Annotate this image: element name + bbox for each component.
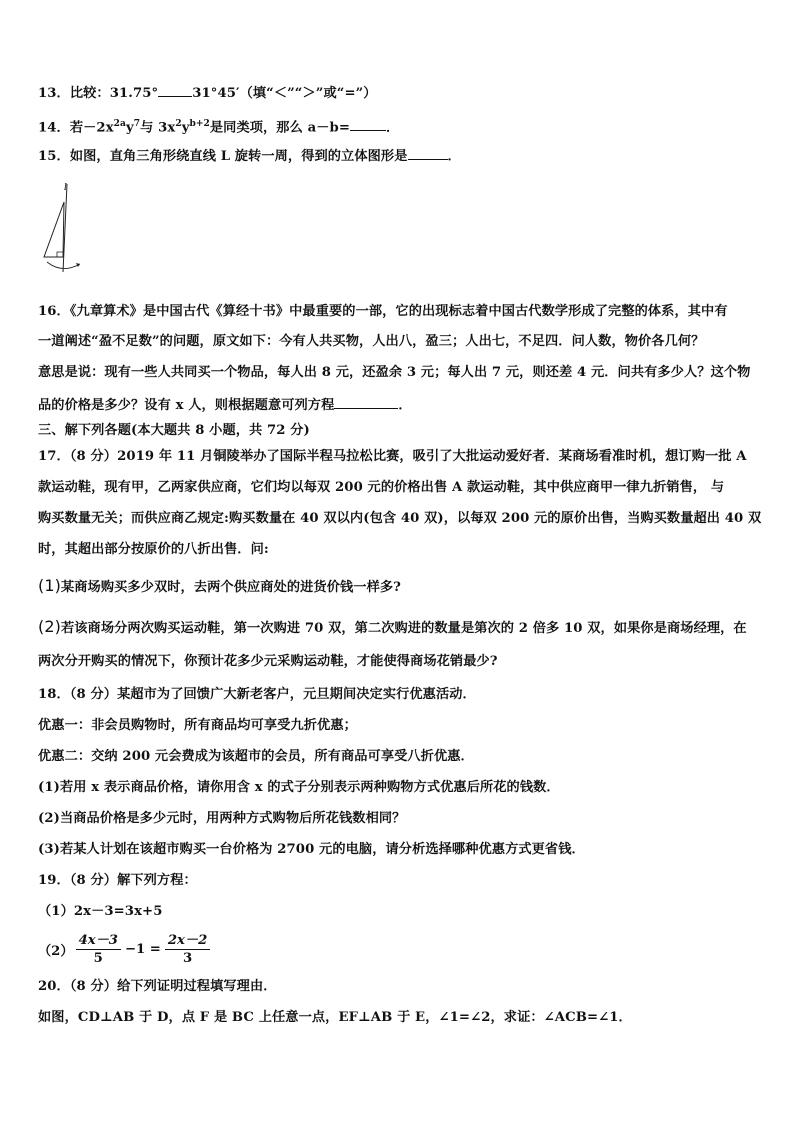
- period: ．: [447, 149, 461, 164]
- question-16-text: 《九章算术》是中国古代《算经十书》中最重要的一部，它的出现标志着中国古代数学形成了完整的体系，其中有: [69, 304, 728, 319]
- question-17-line-3: 购买数量无关；而供应商乙规定:购买数量在 40 双以内(包含 40 双)，以每双 200 元的原价出售，当购买数量超出 40 双: [38, 511, 762, 526]
- question-18-line-6: (3)若某人计划在该超市购买一台价格为 2700 元的电脑，请分析选择哪种优惠方式更省钱．: [38, 842, 585, 857]
- operator: −1 =: [124, 941, 161, 957]
- arrow-head: [76, 263, 80, 267]
- question-14-number: 14．: [38, 120, 70, 136]
- period: ．: [398, 398, 412, 413]
- question-13: [38, 82, 764, 104]
- sub-question-text: 某商场购买多少双时，去两个供应商处的进货价钱一样多?: [60, 580, 401, 595]
- section-3-heading: 三、解下列各题(本大题共 8 小题，共 72 分): [38, 423, 310, 438]
- question-20-line-1: 20．（8 分）给下列证明过程填写理由．: [38, 979, 277, 994]
- denominator: 5: [93, 950, 103, 966]
- question-20-line-2: 如图，CD⊥AB 于 D，点 F 是 BC 上任意一点，EF⊥AB 于 E，∠1=∠2，求证：∠ACB=∠1．: [38, 1010, 632, 1025]
- equation-2: [38, 928, 212, 970]
- question-14: [38, 114, 764, 138]
- right-triangle: [44, 202, 64, 257]
- variable: y: [125, 120, 134, 136]
- sub-question-number: (1): [38, 576, 61, 595]
- rotation-triangle-figure: [38, 180, 98, 280]
- question-16-number: 16．: [38, 304, 70, 319]
- sub-question-text: 若该商场分两次购买运动鞋，第一次购进 70 双，第二次购进的数量是第次的 2 倍多 10 双，如果你是商场经理，在: [60, 621, 747, 636]
- question-14-text: 是同类项，那么 a－b=: [209, 120, 350, 136]
- question-18-line-2: 优惠一：非会员购物时，所有商品均可享受九折优惠；: [38, 718, 357, 733]
- numerator: 4x－3: [76, 932, 121, 950]
- question-16-text: 品的价格是多少？设有 x 人，则根据题意可列方程: [38, 398, 335, 413]
- question-18-line-3: 优惠二：交纳 200 元会费成为该超市的会员，所有商品可享受八折优惠．: [38, 749, 474, 764]
- equation-number: （2）: [38, 943, 74, 959]
- answer-blank[interactable]: [158, 82, 192, 97]
- question-15-text: 如图，直角三角形绕直线 L 旋转一周，得到的立体图形是: [69, 149, 408, 164]
- period: ．: [385, 120, 400, 136]
- exponent: 2: [175, 119, 182, 129]
- question-19-line-1: 19．（8 分）解下列方程：: [38, 873, 197, 888]
- question-14-term2: 与 3x: [140, 120, 176, 136]
- fraction-1: [76, 932, 121, 967]
- question-17-sub-1: [38, 576, 764, 598]
- question-13-number: 13．: [38, 86, 70, 101]
- question-14-term1: 若－2x: [69, 120, 114, 136]
- question-13-text: 比较：31.75°: [69, 86, 159, 101]
- question-18-line-1: 18．（8 分）某超市为了回馈广大新老客户，元旦期间决定实行优惠活动．: [38, 687, 476, 702]
- question-15-number: 15．: [38, 149, 70, 164]
- answer-blank[interactable]: [408, 145, 448, 160]
- exponent: 2a: [113, 119, 126, 129]
- question-16-line-4: [38, 394, 764, 416]
- question-17-line-2: 款运动鞋，现有甲，乙两家供应商，它们均以每双 200 元的价格出售 A 款运动鞋，其中供应商甲一律九折销售， 与: [38, 480, 725, 495]
- exponent: b+2: [189, 119, 210, 129]
- fraction-2: [165, 932, 210, 967]
- question-17-line-4: 时，其超出部分按原价的八折出售．问:: [38, 542, 269, 557]
- exponent: 7: [133, 119, 141, 129]
- question-17-sub-2: [38, 617, 764, 639]
- numerator: 2x－2: [165, 932, 210, 950]
- question-16-line-3: 意思是说：现有一些人共同买一个物品，每人出 8 元，还盈余 3 元；每人出 7 元，则还差 4 元．问共有多少人？这个物: [38, 365, 751, 380]
- variable: y: [181, 120, 190, 136]
- equation-1: （1）2x－3=3x+5: [38, 904, 163, 919]
- answer-blank[interactable]: [350, 116, 386, 131]
- question-17-line-1: 17．（8 分）2019 年 11 月铜陵举办了国际半程马拉松比赛，吸引了大批运动爱好者．某商场看准时机，想订购一批 A: [38, 449, 747, 464]
- denominator: 3: [182, 950, 193, 966]
- question-16-line-2: 一道阐述“盈不足数”的问题，原文如下：今有人共买物，人出八，盈三；人出七，不足四．问人数，物价各几何？: [38, 334, 705, 349]
- question-16-line-1: [38, 302, 764, 322]
- right-angle-mark: [57, 252, 63, 257]
- question-17-sub-2-line-2: 两次分开购买的情况下，你预计花多少元采购运动鞋，才能使得商场花销最少?: [38, 654, 498, 669]
- axis-label-l: l: [64, 183, 67, 193]
- question-13-text-after: 31°45′（填“＜”“＞”或“=”）: [192, 86, 377, 101]
- answer-blank[interactable]: [334, 394, 398, 409]
- question-18-line-5: (2)当商品价格是多少元时，用两种方式购物后所花钱数相同？: [38, 811, 406, 826]
- question-15: [38, 145, 764, 167]
- question-18-line-4: (1)若用 x 表示商品价格，请你用含 x 的式子分别表示两种购物方式优惠后所花的钱数．: [38, 780, 560, 795]
- sub-question-number: (2): [38, 617, 61, 636]
